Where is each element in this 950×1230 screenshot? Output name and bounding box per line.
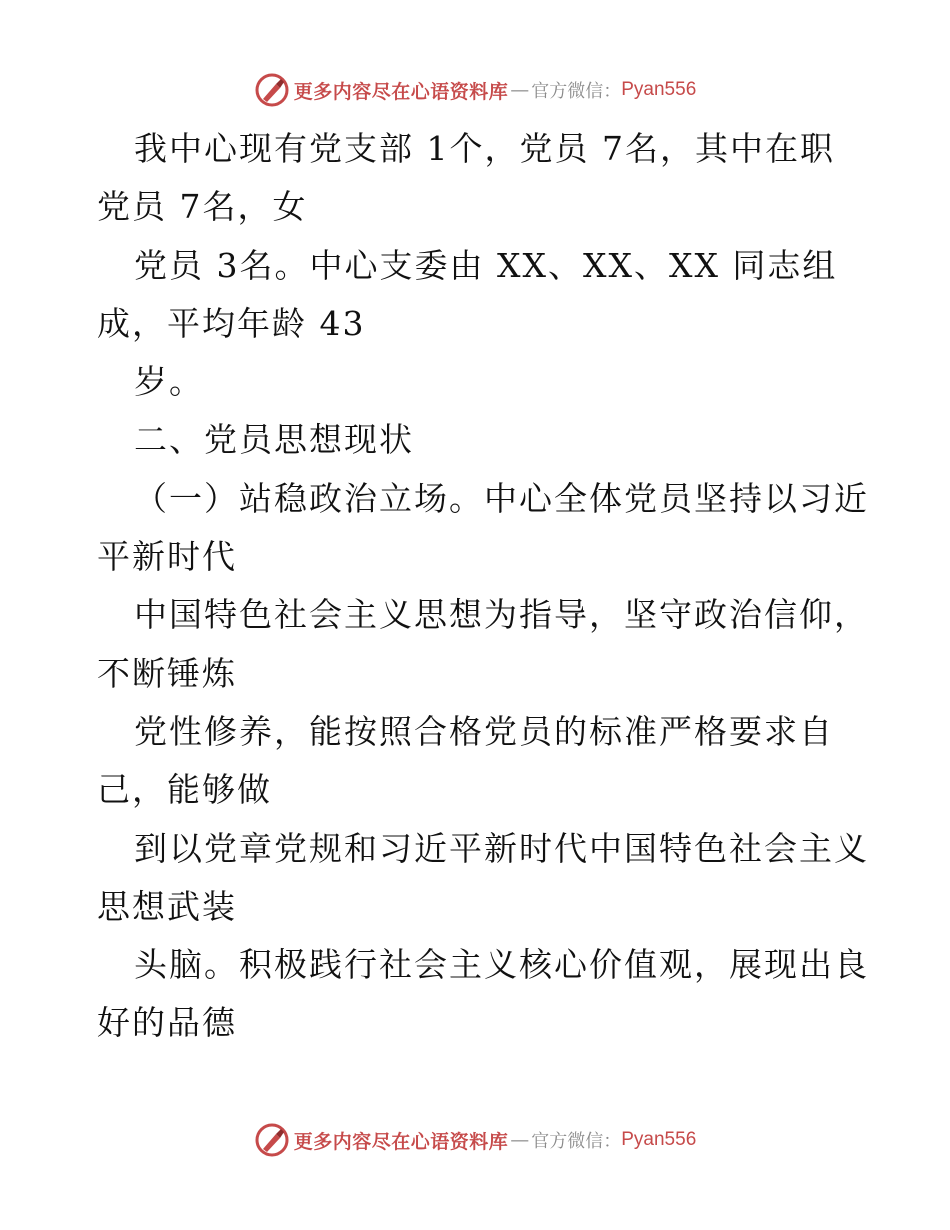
header-watermark xyxy=(0,70,950,110)
document-body xyxy=(0,120,950,1053)
text-line: 二、党员思想现状 xyxy=(134,420,414,460)
text-line: 好的品德 xyxy=(97,1003,237,1043)
text-line: 党员 7名，女 xyxy=(97,187,308,227)
text-line: 头脑。积极践行社会主义核心价值观，展现出良 xyxy=(134,945,869,985)
footer-watermark xyxy=(0,1120,950,1160)
watermark-wechat-id: Pyan556 xyxy=(621,79,697,100)
text-line: 中国特色社会主义思想为指导，坚守政治信仰， xyxy=(134,595,869,635)
pen-logo-icon xyxy=(254,72,290,108)
text-line: 党性修养，能按照合格党员的标准严格要求自 xyxy=(134,711,834,751)
watermark-dash: — xyxy=(510,1129,530,1151)
text-line: 思想武装 xyxy=(97,886,237,926)
watermark-main-text: 更多内容尽在心语资料库 xyxy=(293,80,509,103)
text-line: （一）站稳政治立场。中心全体党员坚持以习近 xyxy=(134,478,869,518)
text-line: 党员 3名。中心支委由 XX、XX、XX 同志组 xyxy=(134,245,838,285)
text-line: 平新时代 xyxy=(97,537,237,577)
watermark-wechat-label: 官方微信： xyxy=(531,81,622,102)
text-line: 岁。 xyxy=(134,362,204,402)
text-line: 到以党章党规和习近平新时代中国特色社会主义 xyxy=(134,828,869,868)
text-line: 成，平均年龄 43 xyxy=(97,303,366,343)
text-line: 己，能够做 xyxy=(97,770,272,810)
text-line: 我中心现有党支部 1个，党员 7名，其中在职 xyxy=(134,129,835,168)
watermark-main-text: 更多内容尽在心语资料库 xyxy=(293,1130,509,1153)
watermark-dash: — xyxy=(510,79,530,101)
watermark-wechat-id: Pyan556 xyxy=(621,1129,697,1150)
text-line: 不断锤炼 xyxy=(97,653,237,693)
watermark-wechat-label: 官方微信： xyxy=(531,1131,622,1152)
pen-logo-icon xyxy=(254,1122,290,1158)
